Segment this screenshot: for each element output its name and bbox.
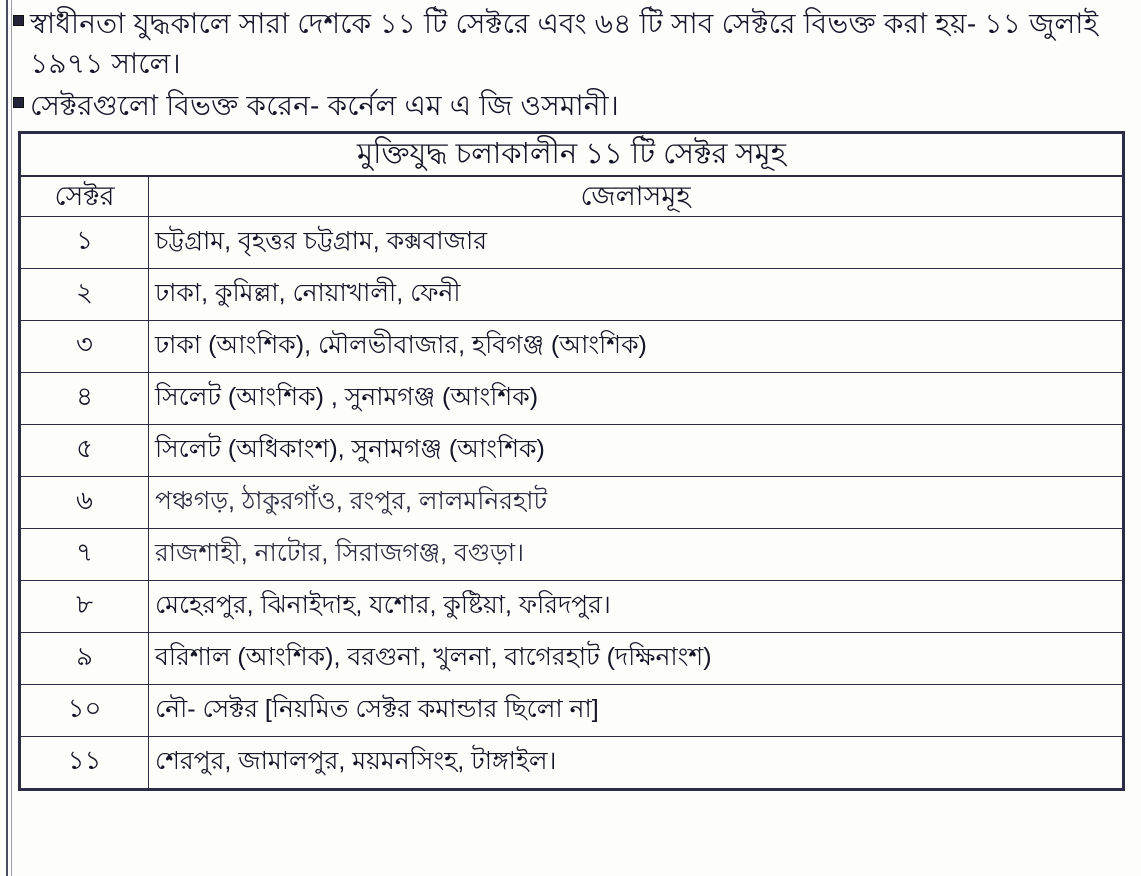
cell-districts: মেহেরপুর, ঝিনাইদাহ, যশোর, কুষ্টিয়া, ফরিদপুর। xyxy=(149,580,1123,632)
cell-sector: ৮ xyxy=(21,580,149,632)
column-header-sector: সেক্টর xyxy=(21,176,149,217)
cell-districts: সিলেট (আংশিক) , সুনামগঞ্জ (আংশিক) xyxy=(149,372,1123,424)
bullet-text: সেক্টরগুলো বিভক্ত করেন- কর্নেল এম এ জি ওসমানী। xyxy=(30,89,619,121)
cell-districts: বরিশাল (আংশিক), বরগুনা, খুলনা, বাগেরহাট (দক্ষিনাংশ) xyxy=(149,632,1123,684)
table-title-row xyxy=(21,134,1123,176)
cell-districts: চট্টগ্রাম, বৃহত্তর চট্টগ্রাম, কক্সবাজার xyxy=(149,216,1123,268)
bullet-text: স্বাধীনতা যুদ্ধকালে সারা দেশকে ১১ টি সেক্টরে এবং ৬৪ টি সাব সেক্টরে বিভক্ত করা হয়- ১১ জুলাই ১৯৭১ সালে। xyxy=(30,8,1099,79)
margin-rule-secondary xyxy=(11,0,12,876)
sector-table xyxy=(20,133,1123,788)
cell-districts: নৌ- সেক্টর [নিয়মিত সেক্টর কমান্ডার ছিলো না] xyxy=(149,684,1123,736)
margin-rule-primary xyxy=(6,0,8,876)
cell-sector: ১ xyxy=(21,216,149,268)
bullet-list xyxy=(10,4,1131,125)
table-row xyxy=(21,372,1123,424)
cell-sector: ৫ xyxy=(21,424,149,476)
list-item xyxy=(10,4,1131,84)
cell-districts: রাজশাহী, নাটোর, সিরাজগঞ্জ, বগুড়া। xyxy=(149,528,1123,580)
cell-sector: ৩ xyxy=(21,320,149,372)
square-bullet-icon xyxy=(10,97,26,108)
table-row xyxy=(21,268,1123,320)
cell-sector: ২ xyxy=(21,268,149,320)
table-row xyxy=(21,580,1123,632)
cell-districts: পঞ্চগড়, ঠাকুরগাঁও, রংপুর, লালমনিরহাট xyxy=(149,476,1123,528)
cell-sector: ৬ xyxy=(21,476,149,528)
list-item xyxy=(10,86,1131,126)
cell-districts: ঢাকা (আংশিক), মৌলভীবাজার, হবিগঞ্জ (আংশিক) xyxy=(149,320,1123,372)
table-row xyxy=(21,320,1123,372)
cell-sector: ৪ xyxy=(21,372,149,424)
table-header-row xyxy=(21,176,1123,217)
sector-table-wrapper xyxy=(18,131,1125,790)
cell-districts: শেরপুর, জামালপুর, ময়মনসিংহ, টাঙ্গাইল। xyxy=(149,736,1123,788)
table-row xyxy=(21,528,1123,580)
table-row xyxy=(21,476,1123,528)
cell-districts: ঢাকা, কুমিল্লা, নোয়াখালী, ফেনী xyxy=(149,268,1123,320)
table-row xyxy=(21,632,1123,684)
table-row xyxy=(21,684,1123,736)
column-header-districts: জেলাসমূহ xyxy=(149,176,1123,217)
square-bullet-icon xyxy=(10,15,26,26)
cell-sector: ৭ xyxy=(21,528,149,580)
cell-sector: ১০ xyxy=(21,684,149,736)
cell-districts: সিলেট (অধিকাংশ), সুনামগঞ্জ (আংশিক) xyxy=(149,424,1123,476)
table-title: মুক্তিযুদ্ধ চলাকালীন ১১ টি সেক্টর সমূহ xyxy=(21,134,1123,176)
table-row xyxy=(21,424,1123,476)
cell-sector: ৯ xyxy=(21,632,149,684)
cell-sector: ১১ xyxy=(21,736,149,788)
table-row xyxy=(21,216,1123,268)
table-row xyxy=(21,736,1123,788)
